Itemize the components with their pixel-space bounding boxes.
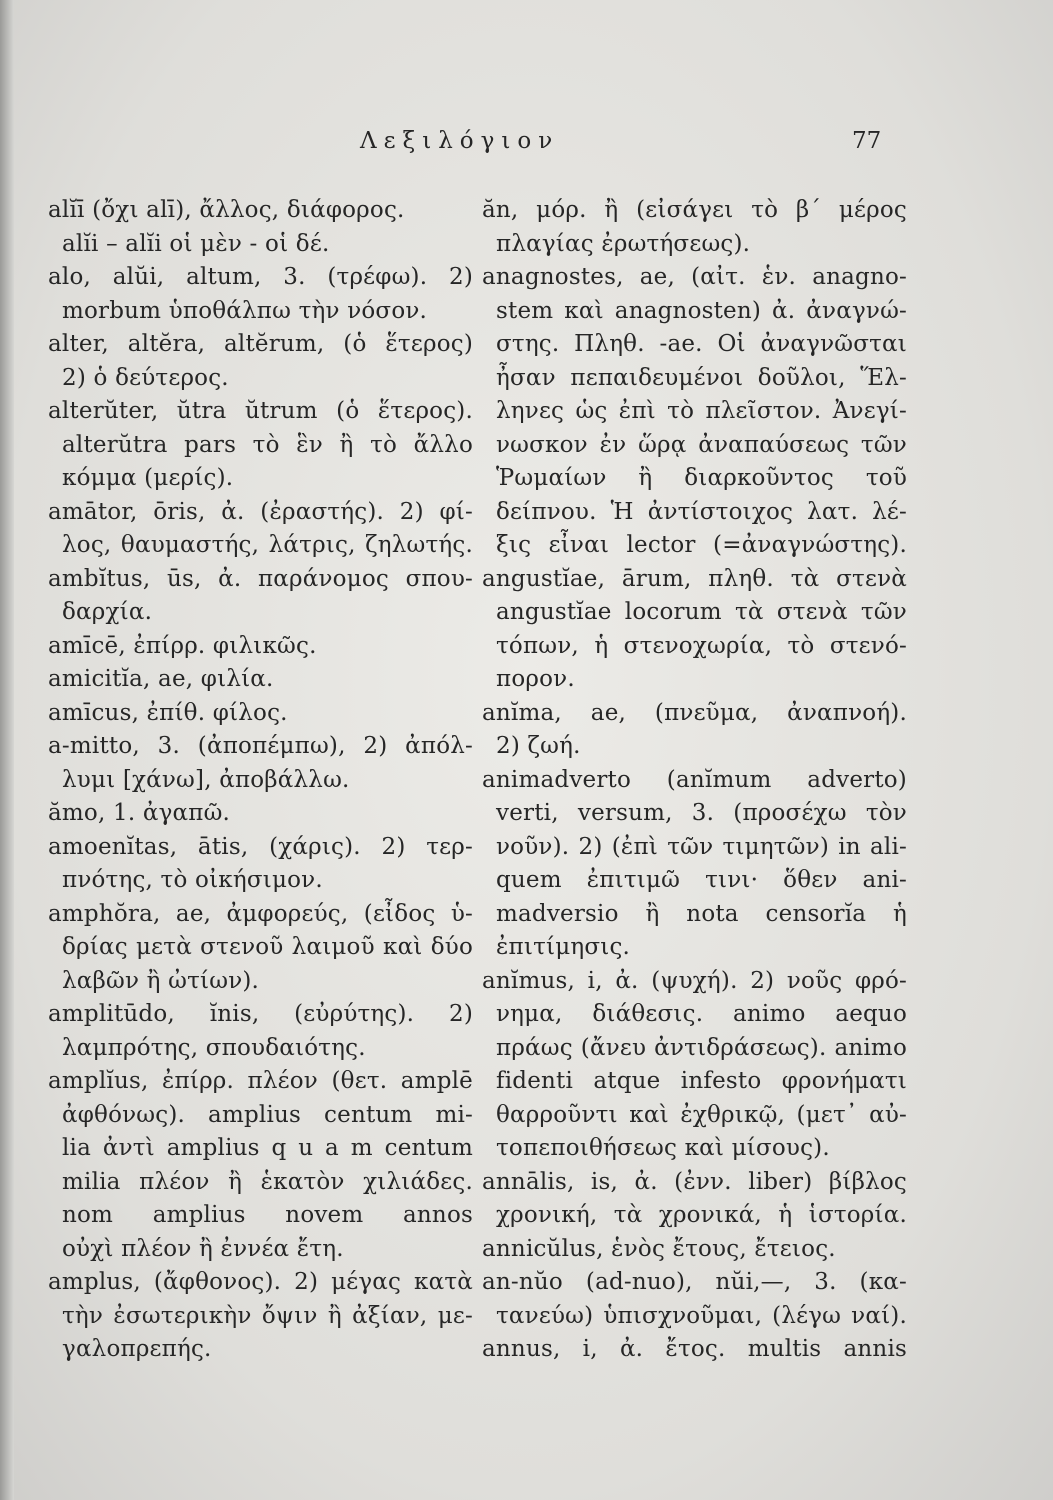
dictionary-line: θαρροῦντι καὶ ἐχθρικῷ, (μετ᾿ αὐ- (496, 1101, 907, 1128)
dictionary-line: ἐπιτίμησις. (496, 934, 631, 960)
dictionary-line: anĭma, ae, (πνεῦμα, ἀναπνοή). (482, 699, 907, 726)
dictionary-line: 2) ζωή. (496, 733, 581, 759)
page-header (0, 128, 1053, 168)
dictionary-line: τὴν ἐσωτερικὴν ὄψιν ἢ ἀξίαν, με- (62, 1302, 473, 1329)
dictionary-line: amplĭus, ἐπίρρ. πλέον (θετ. amplē (48, 1068, 473, 1094)
dictionary-line: 2) ὁ δεύτερος. (62, 364, 229, 391)
dictionary-line: amīcē, ἐπίρρ. φιλικῶς. (48, 632, 317, 659)
dictionary-line: γαλοπρεπής. (62, 1336, 212, 1362)
dictionary-line: a-mitto, 3. (ἀποπέμπω), 2) ἀπόλ- (48, 733, 473, 759)
dictionary-line: τανεύω) ὑπισχνοῦμαι, (λέγω ναί). (496, 1302, 907, 1329)
running-title: Λεξιλόγιον (360, 128, 560, 154)
dictionary-line: annicŭlus, ἑνὸς ἔτους, ἔτειος. (482, 1235, 836, 1262)
dictionary-line: νοῦν). 2) (ἐπὶ τῶν τιμητῶν) in ali- (496, 833, 907, 860)
dictionary-line: τόπων, ἡ στενοχωρία, τὸ στενό- (496, 632, 907, 659)
dictionary-line: ămo, 1. ἀγαπῶ. (48, 800, 231, 826)
dictionary-line: alter, altĕra, altĕrum, (ὁ ἕτερος) (48, 331, 473, 357)
dictionary-line: annālis, is, ἀ. (ἐνν. liber) βίβλος (482, 1168, 907, 1195)
book-spine-shadow (0, 0, 14, 1500)
dictionary-line: alĭi – alĭi οἱ μὲν - οἱ δέ. (62, 230, 330, 257)
right-column (482, 194, 907, 1367)
dictionary-line: amātor, ōris, ἀ. (ἐραστής). 2) φί- (48, 498, 473, 525)
dictionary-line: annus, i, ἀ. ἔτος. multis annis (482, 1336, 907, 1362)
dictionary-line: νημα, διάθεσις. animo aequo (496, 1001, 907, 1027)
dictionary-line: morbum ὑποθάλπω τὴν νόσον. (62, 297, 428, 324)
dictionary-line: ăn, μόρ. ἢ (εἰσάγει τὸ β΄ μέρος (482, 197, 907, 223)
dictionary-line: amīcus, ἐπίθ. φίλος. (48, 699, 288, 726)
dictionary-line: alĭī (ὄχι alī), ἄλλος, διάφορος. (48, 197, 405, 223)
dictionary-line: ληνες ὡς ἐπὶ τὸ πλεῖστον. Ἀνεγί- (496, 398, 907, 424)
dictionary-line: κόμμα (μερίς). (62, 465, 234, 491)
dictionary-line: amplitūdo, ĭnis, (εὐρύτης). 2) (48, 1001, 473, 1027)
dictionary-line: stem καὶ anagnosten) ἀ. ἀναγνώ- (496, 297, 907, 324)
dictionary-line: οὐχὶ πλέον ἢ ἐννέα ἔτη. (62, 1235, 344, 1262)
dictionary-line: lia ἀντὶ amplius q u a m centum (62, 1135, 473, 1161)
dictionary-line: ambĭtus, ūs, ἀ. παράνομος σπου- (48, 565, 473, 592)
dictionary-line: quem ἐπιτιμῶ τινι· ὅθεν ani- (496, 867, 907, 893)
left-column (48, 194, 473, 1367)
dictionary-line: Ῥωμαίων ἢ διαρκοῦντος τοῦ (496, 465, 907, 491)
dictionary-line: fidenti atque infesto φρονήματι (496, 1068, 907, 1094)
page-number: 77 (852, 128, 882, 154)
dictionary-line: ξις εἶναι lector (=ἀναγνώστης). (496, 532, 907, 558)
dictionary-line: πράως (ἄνευ ἀντιδράσεως). animo (496, 1034, 907, 1061)
dictionary-line: alterŭtra pars τὸ ἓν ἢ τὸ ἄλλο (62, 431, 473, 458)
dictionary-line: angustĭae locorum τὰ στενὰ τῶν (496, 599, 907, 625)
dictionary-line: verti, versum, 3. (προσέχω τὸν (496, 800, 907, 826)
dictionary-line: anĭmus, i, ἀ. (ψυχή). 2) νοῦς φρό- (482, 967, 907, 994)
dictionary-line: πνότης, τὸ οἰκήσιμον. (62, 867, 323, 893)
dictionary-line: milia πλέον ἢ ἑκατὸν χιλιάδες. (62, 1168, 473, 1195)
dictionary-line: δρίας μετὰ στενοῦ λαιμοῦ καὶ δύο (62, 934, 473, 960)
dictionary-line: angustĭae, ārum, πληθ. τὰ στενὰ (482, 565, 907, 592)
dictionary-line: ἀφθόνως). amplius centum mi- (62, 1101, 473, 1128)
dictionary-line: στης. Πληθ. -ae. Οἱ ἀναγνῶσται (496, 331, 907, 357)
dictionary-line: alterŭter, ŭtra ŭtrum (ὁ ἕτερος). (48, 398, 473, 424)
dictionary-line: madversio ἢ nota censorĭa ἡ (496, 900, 907, 927)
dictionary-line: amicitĭa, ae, φιλία. (48, 666, 274, 692)
dictionary-line: amplus, (ἄφθονος). 2) μέγας κατὰ (48, 1269, 473, 1295)
dictionary-line: τοπεποιθήσεως καὶ μίσους). (496, 1135, 830, 1161)
dictionary-line: animadverto (anĭmum adverto) (482, 766, 907, 793)
dictionary-line: nom amplius novem annos (62, 1202, 473, 1228)
dictionary-line: νωσκον ἐν ὥρᾳ ἀναπαύσεως τῶν (496, 431, 907, 458)
dictionary-line: δείπνου. Ἡ ἀντίστοιχος λατ. λέ- (496, 498, 907, 525)
dictionary-line: δαρχία. (62, 599, 153, 625)
dictionary-line: λαβῶν ἢ ὠτίων). (62, 967, 260, 994)
dictionary-line: amoenĭtas, ātis, (χάρις). 2) τερ- (48, 833, 473, 860)
dictionary-line: amphŏra, ae, ἀμφορεύς, (εἶδος ὑ- (48, 900, 473, 927)
dictionary-line: λαμπρότης, σπουδαιότης. (62, 1034, 366, 1061)
dictionary-line: λος, θαυμαστής, λάτρις, ζηλωτής. (62, 532, 473, 558)
dictionary-line: χρονική, τὰ χρονικά, ἡ ἱστορία. (496, 1202, 907, 1228)
dictionary-line: an-nŭo (ad-nuo), nŭi,—, 3. (κα- (482, 1269, 907, 1295)
dictionary-line: anagnostes, ae, (αἰτ. ἑν. anagno- (482, 264, 907, 290)
dictionary-line: πλαγίας ἐρωτήσεως). (496, 230, 751, 257)
dictionary-line: alo, alŭi, altum, 3. (τρέφω). 2) (48, 264, 473, 290)
dictionary-line: λυμι [χάνω], ἀποβάλλω. (62, 766, 350, 793)
dictionary-line: πορον. (496, 666, 575, 692)
dictionary-line: ἦσαν πεπαιδευμένοι δοῦλοι, Ἕλ- (496, 364, 907, 391)
